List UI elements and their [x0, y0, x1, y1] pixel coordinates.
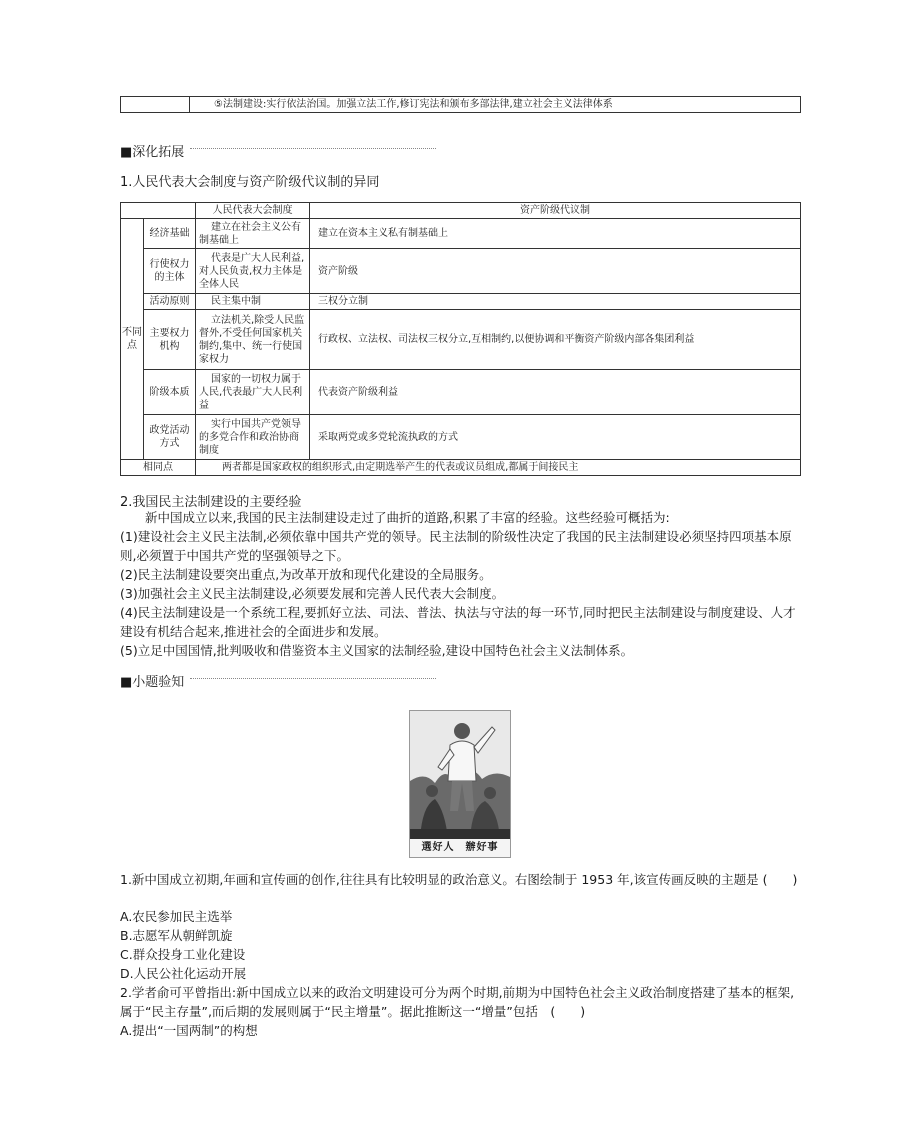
header-col-b: 资产阶级代议制	[310, 203, 801, 219]
comparison-table	[120, 202, 801, 476]
propaganda-poster-image	[409, 710, 511, 858]
table-row-a: 建立在社会主义公有制基础上	[196, 219, 310, 249]
question2-stem-line: 2.学者俞可平曾指出:新中国成立以来的政治文明建设可分为两个时期,前期为中国特色社会主义政治制度搭建了基本的框架,	[120, 985, 795, 1000]
table-row-b: 资产阶级	[310, 249, 801, 294]
top-table-left-cell	[121, 97, 190, 113]
question1-stem: 1.新中国成立初期,年画和宣传画的创作,往往具有比较明显的政治意义。右图绘制于 1953 年,该宣传画反映的主题是 ( )	[120, 872, 798, 887]
item2-line: (2)民主法制建设要突出重点,为改革开放和现代化建设的全局服务。	[120, 567, 492, 582]
item2-line: (3)加强社会主义民主法制建设,必须要发展和完善人民代表大会制度。	[120, 586, 505, 601]
question2-stem-line: 属于“民主存量”,而后期的发展则属于“民主增量”。据此推断这一“增量”包括 ( )	[120, 1004, 586, 1019]
same-label: 相同点	[121, 460, 196, 476]
top-table	[120, 96, 801, 113]
question1-option-b: B.志愿军从朝鲜凯旋	[120, 928, 233, 943]
poster-caption: 選好人 辦好事	[421, 842, 499, 853]
header-empty	[121, 203, 196, 219]
table-row-b: 行政权、立法权、司法权三权分立,互相制约,以便协调和平衡资产阶级内部各集团利益	[310, 310, 801, 370]
table-row-b: 代表资产阶级利益	[310, 370, 801, 415]
table-row-aspect: 经济基础	[144, 219, 196, 249]
table-row-a: 实行中国共产党领导的多党合作和政治协商制度	[196, 415, 310, 460]
table-row-aspect: 主要权力机构	[144, 310, 196, 370]
table-row-aspect: 行使权力的主体	[144, 249, 196, 294]
table-row-a: 民主集中制	[196, 294, 310, 310]
section-heading-quiz: ■小题验知	[120, 675, 185, 690]
question1-option-c: C.群众投身工业化建设	[120, 947, 246, 962]
poster-illustration	[410, 711, 510, 839]
table-row-aspect: 活动原则	[144, 294, 196, 310]
section-divider	[190, 678, 436, 679]
table-row-aspect: 政党活动方式	[144, 415, 196, 460]
table-row-b: 三权分立制	[310, 294, 801, 310]
item2-line: (5)立足中国国情,批判吸收和借鉴资本主义国家的法制经验,建设中国特色社会主义法制体系。	[120, 643, 634, 658]
item2-line: 则,必须置于中国共产党的坚强领导之下。	[120, 548, 349, 563]
table-row-a: 代表是广大人民利益,对人民负责,权力主体是全体人民	[196, 249, 310, 294]
item2-line: (1)建设社会主义民主法制,必须依靠中国共产党的领导。民主法制的阶级性决定了我国的民主法制建设必须坚持四项基本原	[120, 529, 792, 544]
item2-title: 2.我国民主法制建设的主要经验	[120, 495, 302, 510]
table-row-b: 采取两党或多党轮流执政的方式	[310, 415, 801, 460]
question1-option-d: D.人民公社化运动开展	[120, 966, 247, 981]
group-label: 不同点	[121, 219, 144, 460]
item2-line: 建设有机结合起来,推进社会的全面进步和发展。	[120, 624, 387, 639]
item1-title: 1.人民代表大会制度与资产阶级代议制的异同	[120, 175, 380, 190]
question1-option-a: A.农民参加民主选举	[120, 909, 233, 924]
item2-line: 新中国成立以来,我国的民主法制建设走过了曲折的道路,积累了丰富的经验。这些经验可概括为:	[120, 510, 670, 525]
table-row-a: 国家的一切权力属于人民,代表最广大人民利益	[196, 370, 310, 415]
table-row-aspect: 阶级本质	[144, 370, 196, 415]
question2-option-a: A.提出“一国两制”的构想	[120, 1023, 258, 1038]
item2-line: (4)民主法制建设是一个系统工程,要抓好立法、司法、普法、执法与守法的每一环节,同时把民主法制建设与制度建设、人才	[120, 605, 796, 620]
table-row-b: 建立在资本主义私有制基础上	[310, 219, 801, 249]
section-divider	[190, 148, 436, 149]
same-text: 两者都是国家政权的组织形式,由定期选举产生的代表或议员组成,都属于间接民主	[196, 460, 801, 476]
top-table-text: ⑤法制建设:实行依法治国。加强立法工作,修订宪法和颁布多部法律,建立社会主义法律体系	[190, 97, 801, 113]
section-heading-deepening: ■深化拓展	[120, 145, 185, 160]
header-col-a: 人民代表大会制度	[196, 203, 310, 219]
table-row-a: 立法机关,除受人民监督外,不受任何国家机关制约,集中、统一行使国家权力	[196, 310, 310, 370]
